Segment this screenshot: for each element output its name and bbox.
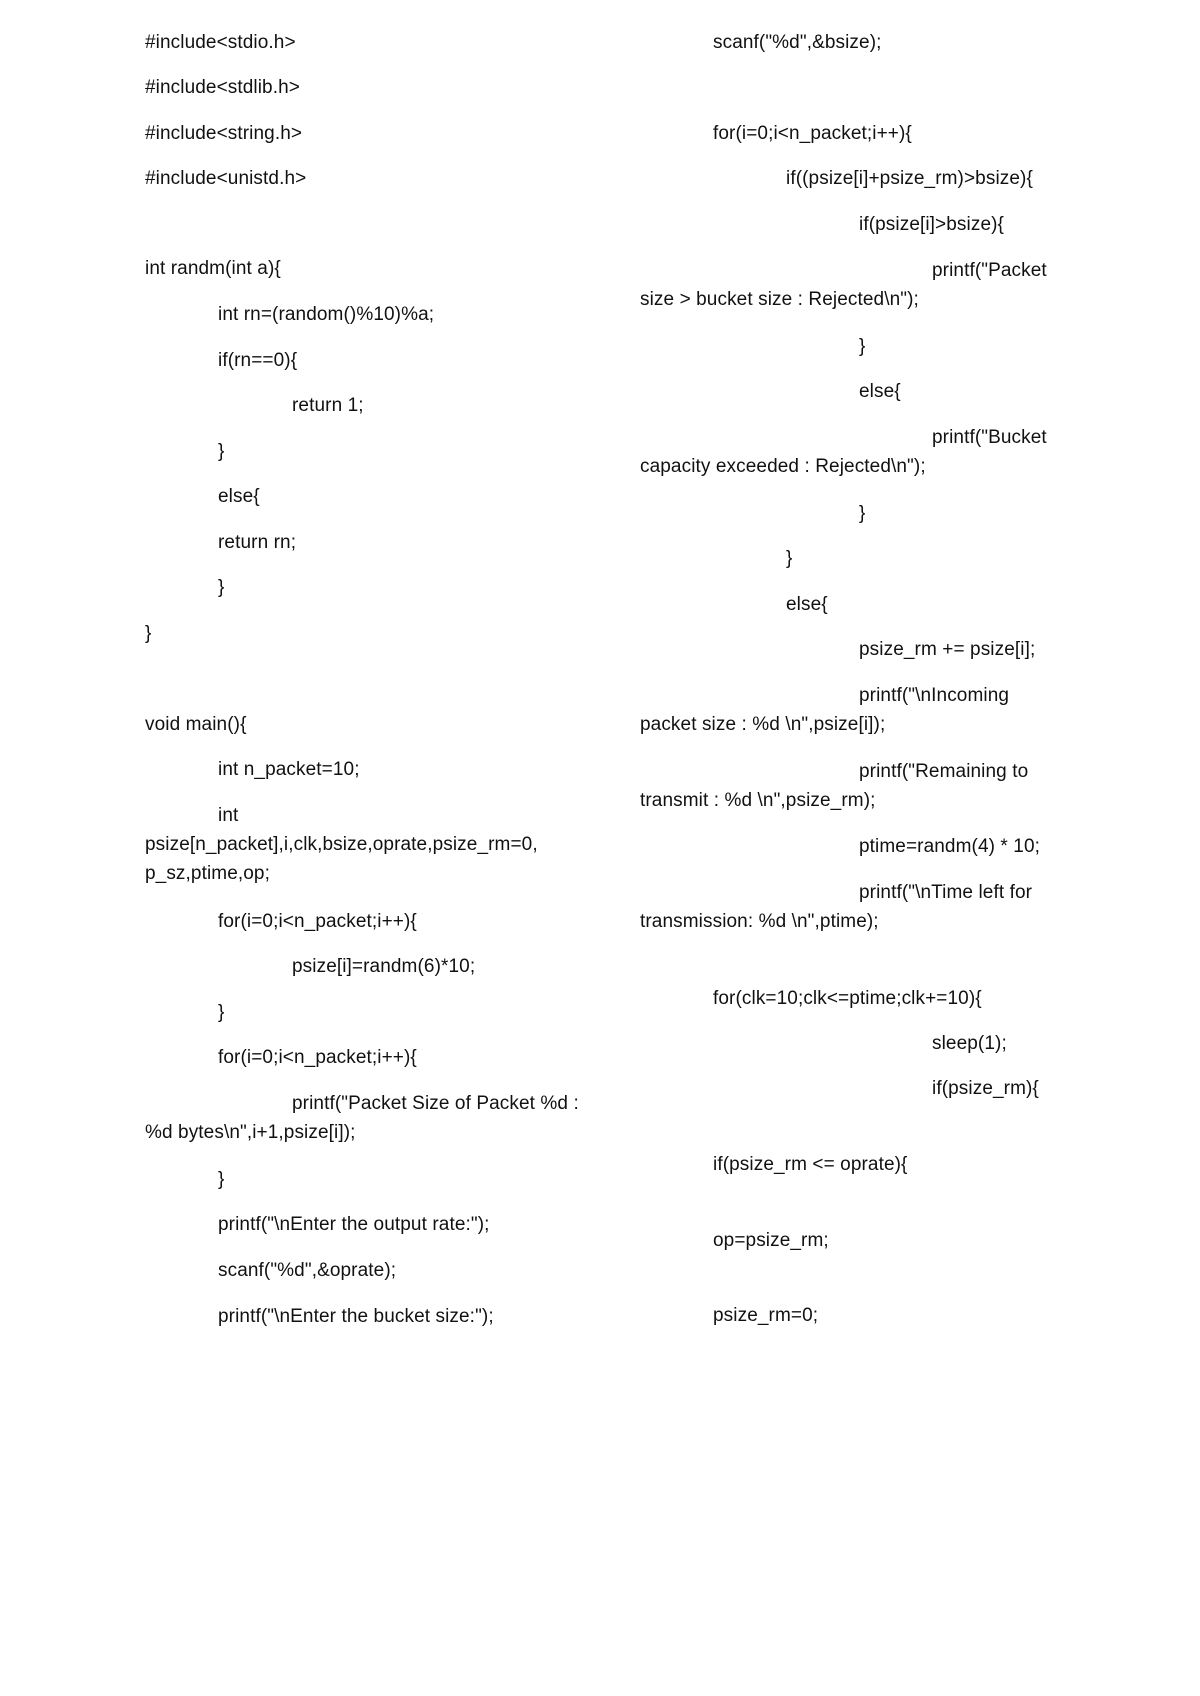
code-line: printf("Remaining to transmit : %d \n",psize_rm); — [640, 761, 1029, 811]
code-line: else{ — [786, 594, 828, 615]
code-line: if(rn==0){ — [218, 350, 298, 371]
code-line: int n_packet=10; — [218, 759, 360, 780]
code-line: scanf("%d",&bsize); — [713, 32, 882, 53]
code-line: return 1; — [292, 395, 364, 416]
code-line: if(psize_rm <= oprate){ — [713, 1154, 908, 1175]
code-line: int randm(int a){ — [145, 258, 281, 279]
code-line: scanf("%d",&oprate); — [218, 1260, 397, 1281]
code-line: int psize[n_packet],i,clk,bsize,oprate,psize_rm=0, p_sz,ptime,op; — [145, 805, 538, 884]
code-line: ptime=randm(4) * 10; — [859, 836, 1040, 857]
code-line: } — [218, 577, 225, 598]
code-line: } — [218, 1169, 225, 1190]
code-line: psize_rm += psize[i]; — [859, 639, 1036, 660]
code-line: psize_rm=0; — [713, 1305, 819, 1326]
code-line: int rn=(random()%10)%a; — [218, 304, 435, 325]
code-line: printf("\nEnter the output rate:"); — [218, 1214, 490, 1235]
code-line: printf("\nEnter the bucket size:"); — [218, 1306, 494, 1327]
code-line: void main(){ — [145, 714, 247, 735]
code-line: } — [218, 441, 225, 462]
code-line: else{ — [218, 486, 260, 507]
code-line: #include<string.h> — [145, 123, 303, 144]
code-line: } — [218, 1002, 225, 1023]
code-line: } — [859, 336, 866, 357]
code-line: return rn; — [218, 532, 297, 553]
code-line: printf("Packet size > bucket size : Rejected\n"); — [640, 260, 1047, 310]
code-line: sleep(1); — [932, 1033, 1007, 1054]
code-line: if((psize[i]+psize_rm)>bsize){ — [786, 168, 1033, 189]
code-line: printf("\nTime left for transmission: %d \n",ptime); — [640, 882, 1033, 932]
code-line: op=psize_rm; — [713, 1230, 829, 1251]
code-line: } — [786, 548, 793, 569]
code-line: for(clk=10;clk<=ptime;clk+=10){ — [713, 988, 982, 1009]
code-line: if(psize_rm){ — [932, 1078, 1039, 1099]
code-line: else{ — [859, 381, 901, 402]
code-line: for(i=0;i<n_packet;i++){ — [713, 123, 912, 144]
code-line: psize[i]=randm(6)*10; — [292, 956, 476, 977]
code-line: } — [859, 503, 866, 524]
code-line: #include<stdio.h> — [145, 32, 296, 53]
code-line: printf("Packet Size of Packet %d : %d bytes\n",i+1,psize[i]); — [145, 1093, 579, 1143]
code-line: for(i=0;i<n_packet;i++){ — [218, 1047, 417, 1068]
code-line: #include<stdlib.h> — [145, 77, 300, 98]
code-line: } — [145, 623, 152, 644]
code-line: #include<unistd.h> — [145, 168, 307, 189]
code-line: for(i=0;i<n_packet;i++){ — [218, 911, 417, 932]
code-line: if(psize[i]>bsize){ — [859, 214, 1004, 235]
code-line: printf("Bucket capacity exceeded : Rejected\n"); — [640, 427, 1047, 477]
code-line: printf("\nIncoming packet size : %d \n",psize[i]); — [640, 685, 1010, 735]
